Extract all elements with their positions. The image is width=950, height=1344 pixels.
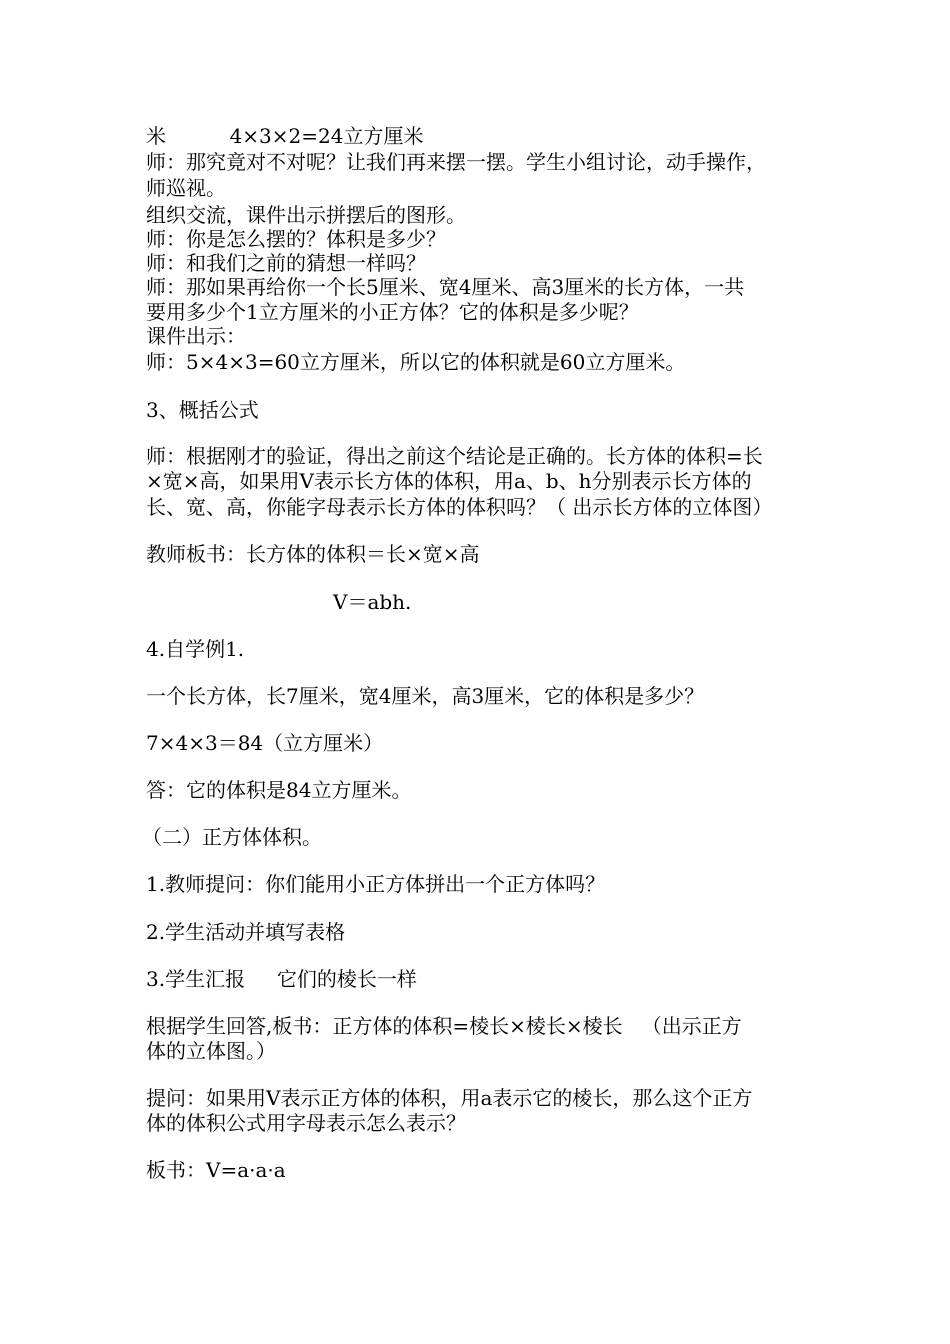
text-line: 体的体积公式用字母表示怎么表示？ xyxy=(146,1111,466,1135)
text-line: 答：它的体积是84立方厘米。 xyxy=(146,778,412,802)
text-line: 3.学生汇报 它们的棱长一样 xyxy=(146,967,417,991)
text-line: 师：那究竟对不对呢？让我们再来摆一摆。学生小组讨论，动手操作， xyxy=(146,150,766,174)
text-line: 体的立体图。） xyxy=(146,1039,276,1063)
text-line: 米 4×3×2=24立方厘米 xyxy=(146,124,424,148)
text-line: 组织交流，课件出示拼摆后的图形。 xyxy=(146,203,466,227)
text-line: 师：和我们之前的猜想一样吗？ xyxy=(146,251,426,275)
text-line: 1.教师提问：你们能用小正方体拼出一个正方体吗？ xyxy=(146,872,606,896)
text-line: 长、宽、高，你能字母表示长方体的体积吗？（ 出示长方体的立体图） xyxy=(146,495,773,519)
text-line: 师：根据刚才的验证，得出之前这个结论是正确的。长方体的体积=长 xyxy=(146,444,763,468)
text-line: 师：那如果再给你一个长5厘米、宽4厘米、高3厘米的长方体，一共 xyxy=(146,275,745,299)
section-heading: 4.自学例1. xyxy=(146,637,245,661)
text-line: 2.学生活动并填写表格 xyxy=(146,920,346,944)
text-line: 根据学生回答,板书：正方体的体积=棱长×棱长×棱长 （出示正方 xyxy=(146,1014,742,1038)
text-line: 师巡视。 xyxy=(146,176,226,200)
text-line: 要用多少个1立方厘米的小正方体？它的体积是多少呢？ xyxy=(146,300,639,324)
formula-line: V＝abh. xyxy=(333,590,412,614)
text-line: 师：5×4×3=60立方厘米，所以它的体积就是60立方厘米。 xyxy=(146,350,686,374)
text-line: ×宽×高，如果用V表示长方体的体积，用a、b、h分别表示长方体的 xyxy=(146,469,752,493)
text-line: 教师板书：长方体的体积＝长×宽×高 xyxy=(146,542,480,566)
section-heading: 3、概括公式 xyxy=(146,398,259,422)
text-line: 师：你是怎么摆的？体积是多少？ xyxy=(146,227,446,251)
text-line: 7×4×3＝84（立方厘米） xyxy=(146,731,384,755)
text-line: 一个长方体，长7厘米，宽4厘米，高3厘米，它的体积是多少？ xyxy=(146,684,705,708)
text-line: 提问：如果用V表示正方体的体积，用a表示它的棱长，那么这个正方 xyxy=(146,1086,753,1110)
text-line: 课件出示： xyxy=(146,324,246,348)
formula-line: 板书：V=a·a·a xyxy=(146,1158,286,1182)
section-heading: （二）正方体体积。 xyxy=(142,825,322,849)
